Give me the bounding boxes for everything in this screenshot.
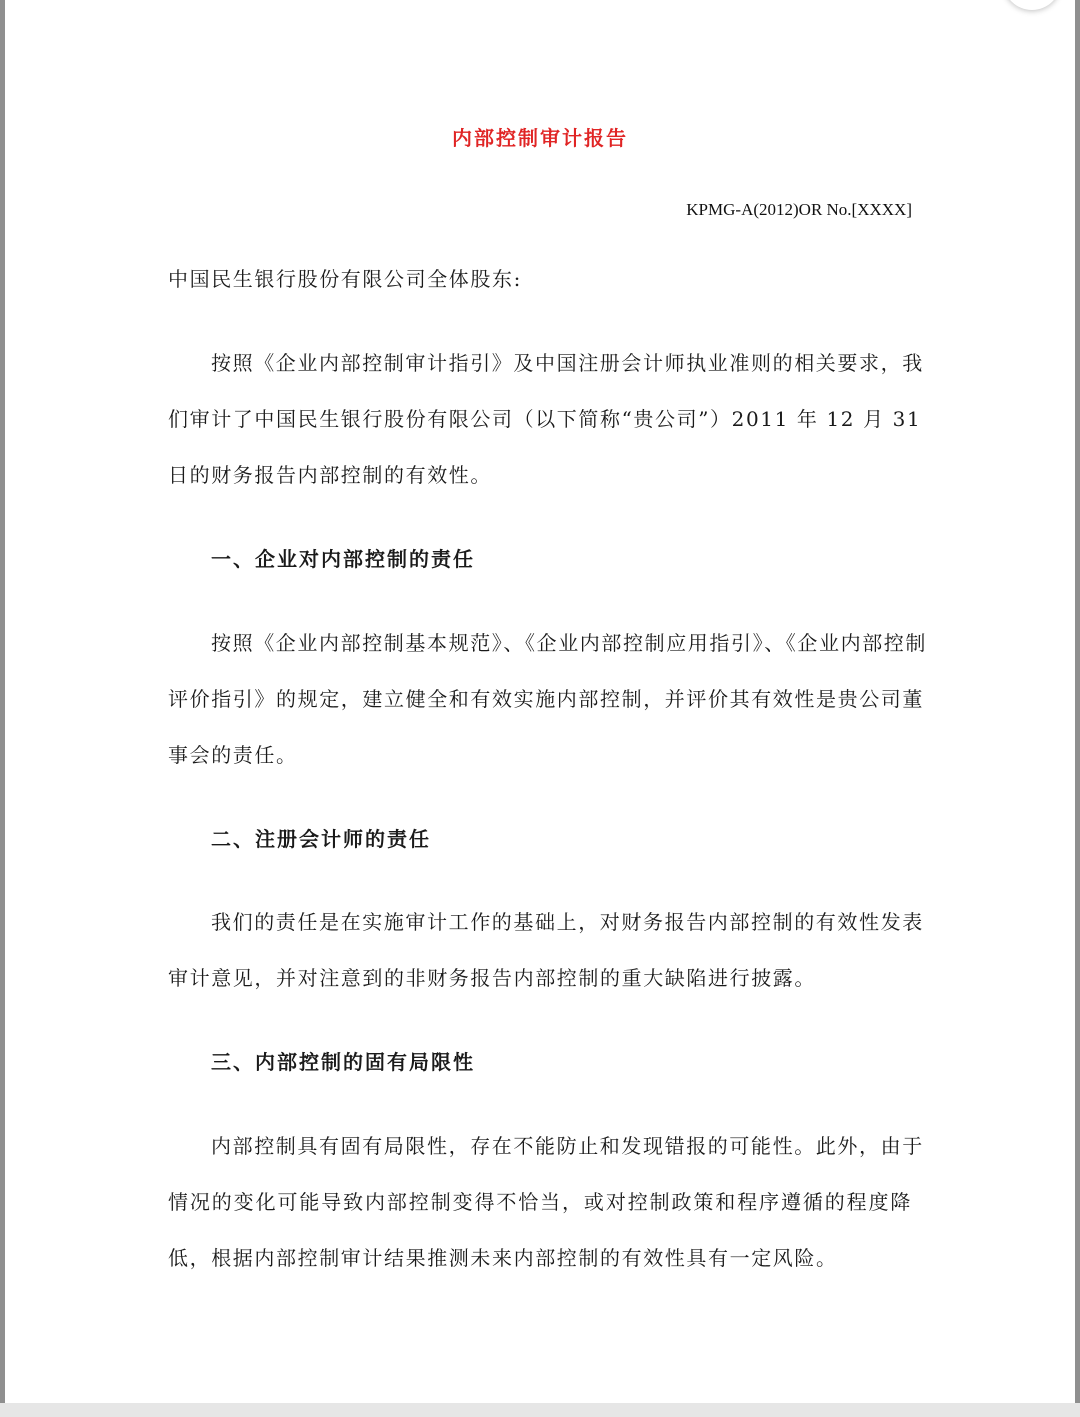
viewer-right-edge — [1075, 0, 1080, 1417]
section-3-line-3: 低，根据内部控制审计结果推测未来内部控制的有效性具有一定风险。 — [168, 1246, 838, 1270]
report-number: KPMG-A(2012)OR No.[XXXX] — [686, 200, 912, 219]
section-1-line-3: 事会的责任。 — [168, 743, 298, 767]
section-2-line-1: 我们的责任是在实施审计工作的基础上，对财务报告内部控制的有效性发表 — [211, 910, 924, 934]
intro-line-3: 日的财务报告内部控制的有效性。 — [168, 463, 492, 487]
section-3-line-2: 情况的变化可能导致内部控制变得不恰当，或对控制政策和程序遵循的程度降 — [168, 1190, 912, 1214]
section-1-line-1: 按照《企业内部控制基本规范》、《企业内部控制应用指引》、《企业内部控制 — [211, 631, 927, 655]
corner-action-button[interactable] — [1003, 0, 1061, 10]
section-heading-2: 二、注册会计师的责任 — [211, 827, 431, 851]
section-heading-3: 三、内部控制的固有局限性 — [211, 1050, 475, 1074]
section-1-line-2: 评价指引》的规定，建立健全和有效实施内部控制，并评价其有效性是贵公司董 — [168, 687, 924, 711]
intro-line-2: 们审计了中国民生银行股份有限公司（以下简称“贵公司”）2011 年 12 月 31 — [168, 407, 922, 431]
intro-line-1: 按照《企业内部控制审计指引》及中国注册会计师执业准则的相关要求，我 — [211, 351, 924, 375]
section-3-line-1: 内部控制具有固有局限性，存在不能防止和发现错报的可能性。此外，由于 — [211, 1134, 924, 1158]
document-title: 内部控制审计报告 — [452, 126, 628, 150]
section-heading-1: 一、企业对内部控制的责任 — [211, 547, 475, 571]
viewer-bottom-edge — [0, 1403, 1080, 1417]
section-2-line-2: 审计意见，并对注意到的非财务报告内部控制的重大缺陷进行披露。 — [168, 966, 816, 990]
addressee: 中国民生银行股份有限公司全体股东: — [168, 267, 522, 291]
